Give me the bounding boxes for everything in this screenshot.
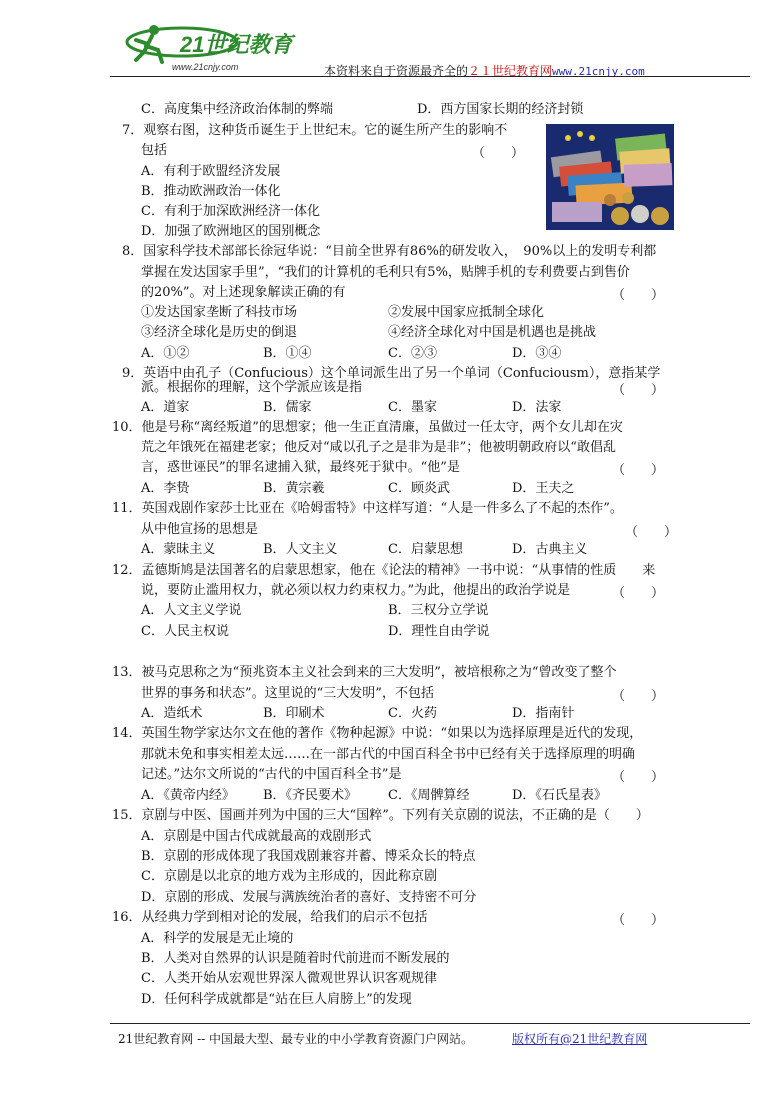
q11-stem: 11．英国戏剧作家莎士比亚在《哈姆雷特》中这样写道：“人是一件多么了不起的杰作”。 bbox=[112, 501, 623, 516]
q12-stem-cont: 说，要防止滥用权力，就必须以权力约束权力。”为此，他提出的政治学说是 bbox=[141, 583, 571, 598]
q8-statement-2: ②发展中国家应抵制全球化 bbox=[388, 305, 545, 320]
q9-option-d: D．法家 bbox=[512, 400, 562, 415]
q8-statement-1: ①发达国家垄断了科技市场 bbox=[141, 305, 298, 320]
logo-text: 21世纪教育 bbox=[180, 32, 293, 57]
notice-url[interactable]: www.21cnjy.com bbox=[552, 65, 645, 78]
q14-option-d: D．《石氏星表》 bbox=[512, 788, 607, 803]
q14-option-c: C．《周髀算经 bbox=[388, 788, 470, 803]
q7-answer-blank: （ ） bbox=[472, 146, 525, 161]
q8-stem-cont-2: 的20%”。对上述现象解读正确的有 bbox=[141, 285, 346, 300]
q11-option-d: D．古典主义 bbox=[512, 542, 588, 557]
q12-option-c: C．人民主权说 bbox=[141, 624, 229, 639]
q9-option-a: A．道家 bbox=[141, 400, 190, 415]
q7-option-d: D．加强了欧洲地区的国别概念 bbox=[141, 224, 321, 239]
q8-option-b: B．①④ bbox=[263, 346, 312, 361]
q9-answer-blank: （ ） bbox=[612, 383, 665, 398]
q14-stem-cont-2: 记述。”达尔文所说的“古代的中国百科全书”是 bbox=[141, 767, 402, 782]
q8-option-a: A．①② bbox=[141, 346, 190, 361]
q14-option-a: A．《黄帝内经》 bbox=[141, 788, 235, 803]
q15-option-b: B．京剧的形成体现了我国戏剧兼容并蓄、博采众长的特点 bbox=[141, 849, 476, 864]
q16-option-c: C．人类开始从宏观世界深人微观世界认识客观规律 bbox=[141, 971, 437, 986]
q15-stem: 15．京剧与中医、国画并列为中国的三大“国粹”。下列有关京剧的说法，不正确的是（ ） bbox=[112, 808, 649, 823]
q14-answer-blank: （ ） bbox=[612, 770, 665, 785]
q10-stem-cont-1: 荒之年饿死在福建老家；他反对“咸以孔子之是非为是非”；他被明朝政府以“敢倡乱 bbox=[141, 440, 616, 455]
q13-option-b: B．印刷术 bbox=[263, 706, 325, 721]
q8-stem: 8．国家科学技术部部长徐冠华说：“目前全世界有86%的研发收入， 90%以上的发明专利都 bbox=[122, 244, 657, 259]
q8-statement-4: ④经济全球化对中国是机遇也是挑战 bbox=[388, 325, 597, 340]
q10-option-d: D．王夫之 bbox=[512, 481, 575, 496]
q12-option-a: A．人文主义学说 bbox=[141, 603, 242, 618]
q14-option-b: B．《齐民要术》 bbox=[263, 788, 358, 803]
q8-option-c: C．②③ bbox=[388, 346, 437, 361]
notice-site[interactable]: ２１世纪教育网 bbox=[468, 64, 553, 78]
q7-stem: 7．观察右图，这种货币诞生于上世纪末。它的诞生所产生的影响不 bbox=[122, 123, 508, 138]
footer-copyright-link[interactable]: 版权所有@21世纪教育网 bbox=[512, 1032, 648, 1046]
q11-stem-cont: 从中他宣扬的思想是 bbox=[141, 522, 259, 537]
q12-option-b: B．三权分立学说 bbox=[388, 603, 489, 618]
q6-option-d: D．西方国家长期的经济封锁 bbox=[417, 102, 584, 117]
q13-stem-cont: 世界的事务和状态”。这里说的“三大发明”，不包括 bbox=[141, 686, 434, 701]
q12-answer-blank: （ ） bbox=[612, 586, 665, 601]
q11-option-c: C．启蒙思想 bbox=[388, 542, 463, 557]
q8-stem-cont-1: 掌握在发达国家手里”，“我们的计算机的毛利只有5%，贴牌手机的专利费要占到售价 bbox=[141, 265, 630, 280]
q7-option-a: A．有利于欧盟经济发展 bbox=[141, 164, 281, 179]
q7-stem-cont: 包括 bbox=[141, 143, 168, 158]
q12-option-d: D．理性自由学说 bbox=[388, 624, 490, 639]
q16-option-b: B．人类对自然界的认识是随着时代前进而不断发展的 bbox=[141, 951, 450, 966]
site-logo bbox=[122, 20, 322, 76]
q12-stem: 12．孟德斯鸠是法国著名的启蒙思想家，他在《论法的精神》一书中说：“从事情的性质 来 bbox=[112, 563, 656, 578]
q7-option-c: C．有利于加深欧洲经济一体化 bbox=[141, 204, 320, 219]
q8-option-d: D．③④ bbox=[512, 346, 562, 361]
q11-option-a: A．蒙昧主义 bbox=[141, 542, 216, 557]
q14-stem: 14．英国生物学家达尔文在他的著作《物种起源》中说：“如果以为选择原理是近代的发现， bbox=[112, 726, 643, 741]
header-divider bbox=[110, 76, 750, 77]
q13-stem: 13．被马克思称之为“预兆资本主义社会到来的三大发明”，被培根称之为“曾改变了整个 bbox=[112, 665, 617, 680]
q11-answer-blank: （ ） bbox=[625, 525, 678, 540]
q8-answer-blank: （ ） bbox=[612, 288, 665, 303]
q8-statement-3: ③经济全球化是历史的倒退 bbox=[141, 325, 298, 340]
q10-option-b: B．黄宗羲 bbox=[263, 481, 325, 496]
q6-option-c: C．高度集中经济政治体制的弊端 bbox=[141, 102, 333, 117]
page-header bbox=[110, 18, 750, 78]
q13-option-c: C．火药 bbox=[388, 706, 437, 721]
q16-answer-blank: （ ） bbox=[612, 913, 665, 928]
q16-option-a: A．科学的发展是无止境的 bbox=[141, 931, 294, 946]
q15-option-d: D．京剧的形成、发展与满族统治者的喜好、支持密不可分 bbox=[141, 890, 477, 905]
q16-stem: 16．从经典力学到相对论的发展，给我们的启示不包括 bbox=[112, 910, 428, 925]
q14-stem-cont-1: 那就未免和事实相差太远……在一部古代的中国百科全书中已经有关于选择原理的明确 bbox=[141, 747, 636, 762]
q10-stem-cont-2: 言，惑世诬民”的罪名逮捕入狱，最终死于狱中。“他”是 bbox=[141, 460, 460, 475]
q10-stem: 10．他是号称“离经叛道”的思想家；他一生正直清廉，虽做过一任太守，两个女儿却在灾 bbox=[112, 420, 623, 435]
q15-option-c: C．京剧是以北京的地方戏为主形成的，因此称京剧 bbox=[141, 869, 437, 884]
footer-text: 21世纪教育网 -- 中国最大型、最专业的中小学教育资源门户网站。 bbox=[118, 1032, 474, 1046]
logo-url: www.21cnjy.com bbox=[172, 62, 239, 72]
q11-option-b: B．人文主义 bbox=[263, 542, 338, 557]
q9-option-c: C．墨家 bbox=[388, 400, 437, 415]
q16-option-d: D．任何科学成就都是“站在巨人肩膀上”的发现 bbox=[141, 992, 412, 1007]
euro-currency-image bbox=[546, 124, 674, 230]
q9-option-b: B．儒家 bbox=[263, 400, 312, 415]
q9-stem-cont: 派。根据你的理解，这个学派应该是指 bbox=[141, 380, 363, 395]
q13-answer-blank: （ ） bbox=[612, 689, 665, 704]
q10-option-c: C．顾炎武 bbox=[388, 481, 450, 496]
q10-option-a: A．李贽 bbox=[141, 481, 190, 496]
q15-option-a: A．京剧是中国古代成就最高的戏剧形式 bbox=[141, 829, 372, 844]
footer-divider bbox=[110, 1023, 750, 1024]
q7-option-b: B．推动欧洲政治一体化 bbox=[141, 184, 281, 199]
notice-prefix: 本资料来自于资源最齐全的 bbox=[324, 64, 469, 78]
q13-option-a: A．造纸术 bbox=[141, 706, 203, 721]
q13-option-d: D．指南针 bbox=[512, 706, 575, 721]
q9-stem: 9．英语中由孔子（Confucious）这个单词派生出了另一个单词（Confuciousm），意指某学 bbox=[122, 366, 661, 381]
q10-answer-blank: （ ） bbox=[612, 463, 665, 478]
